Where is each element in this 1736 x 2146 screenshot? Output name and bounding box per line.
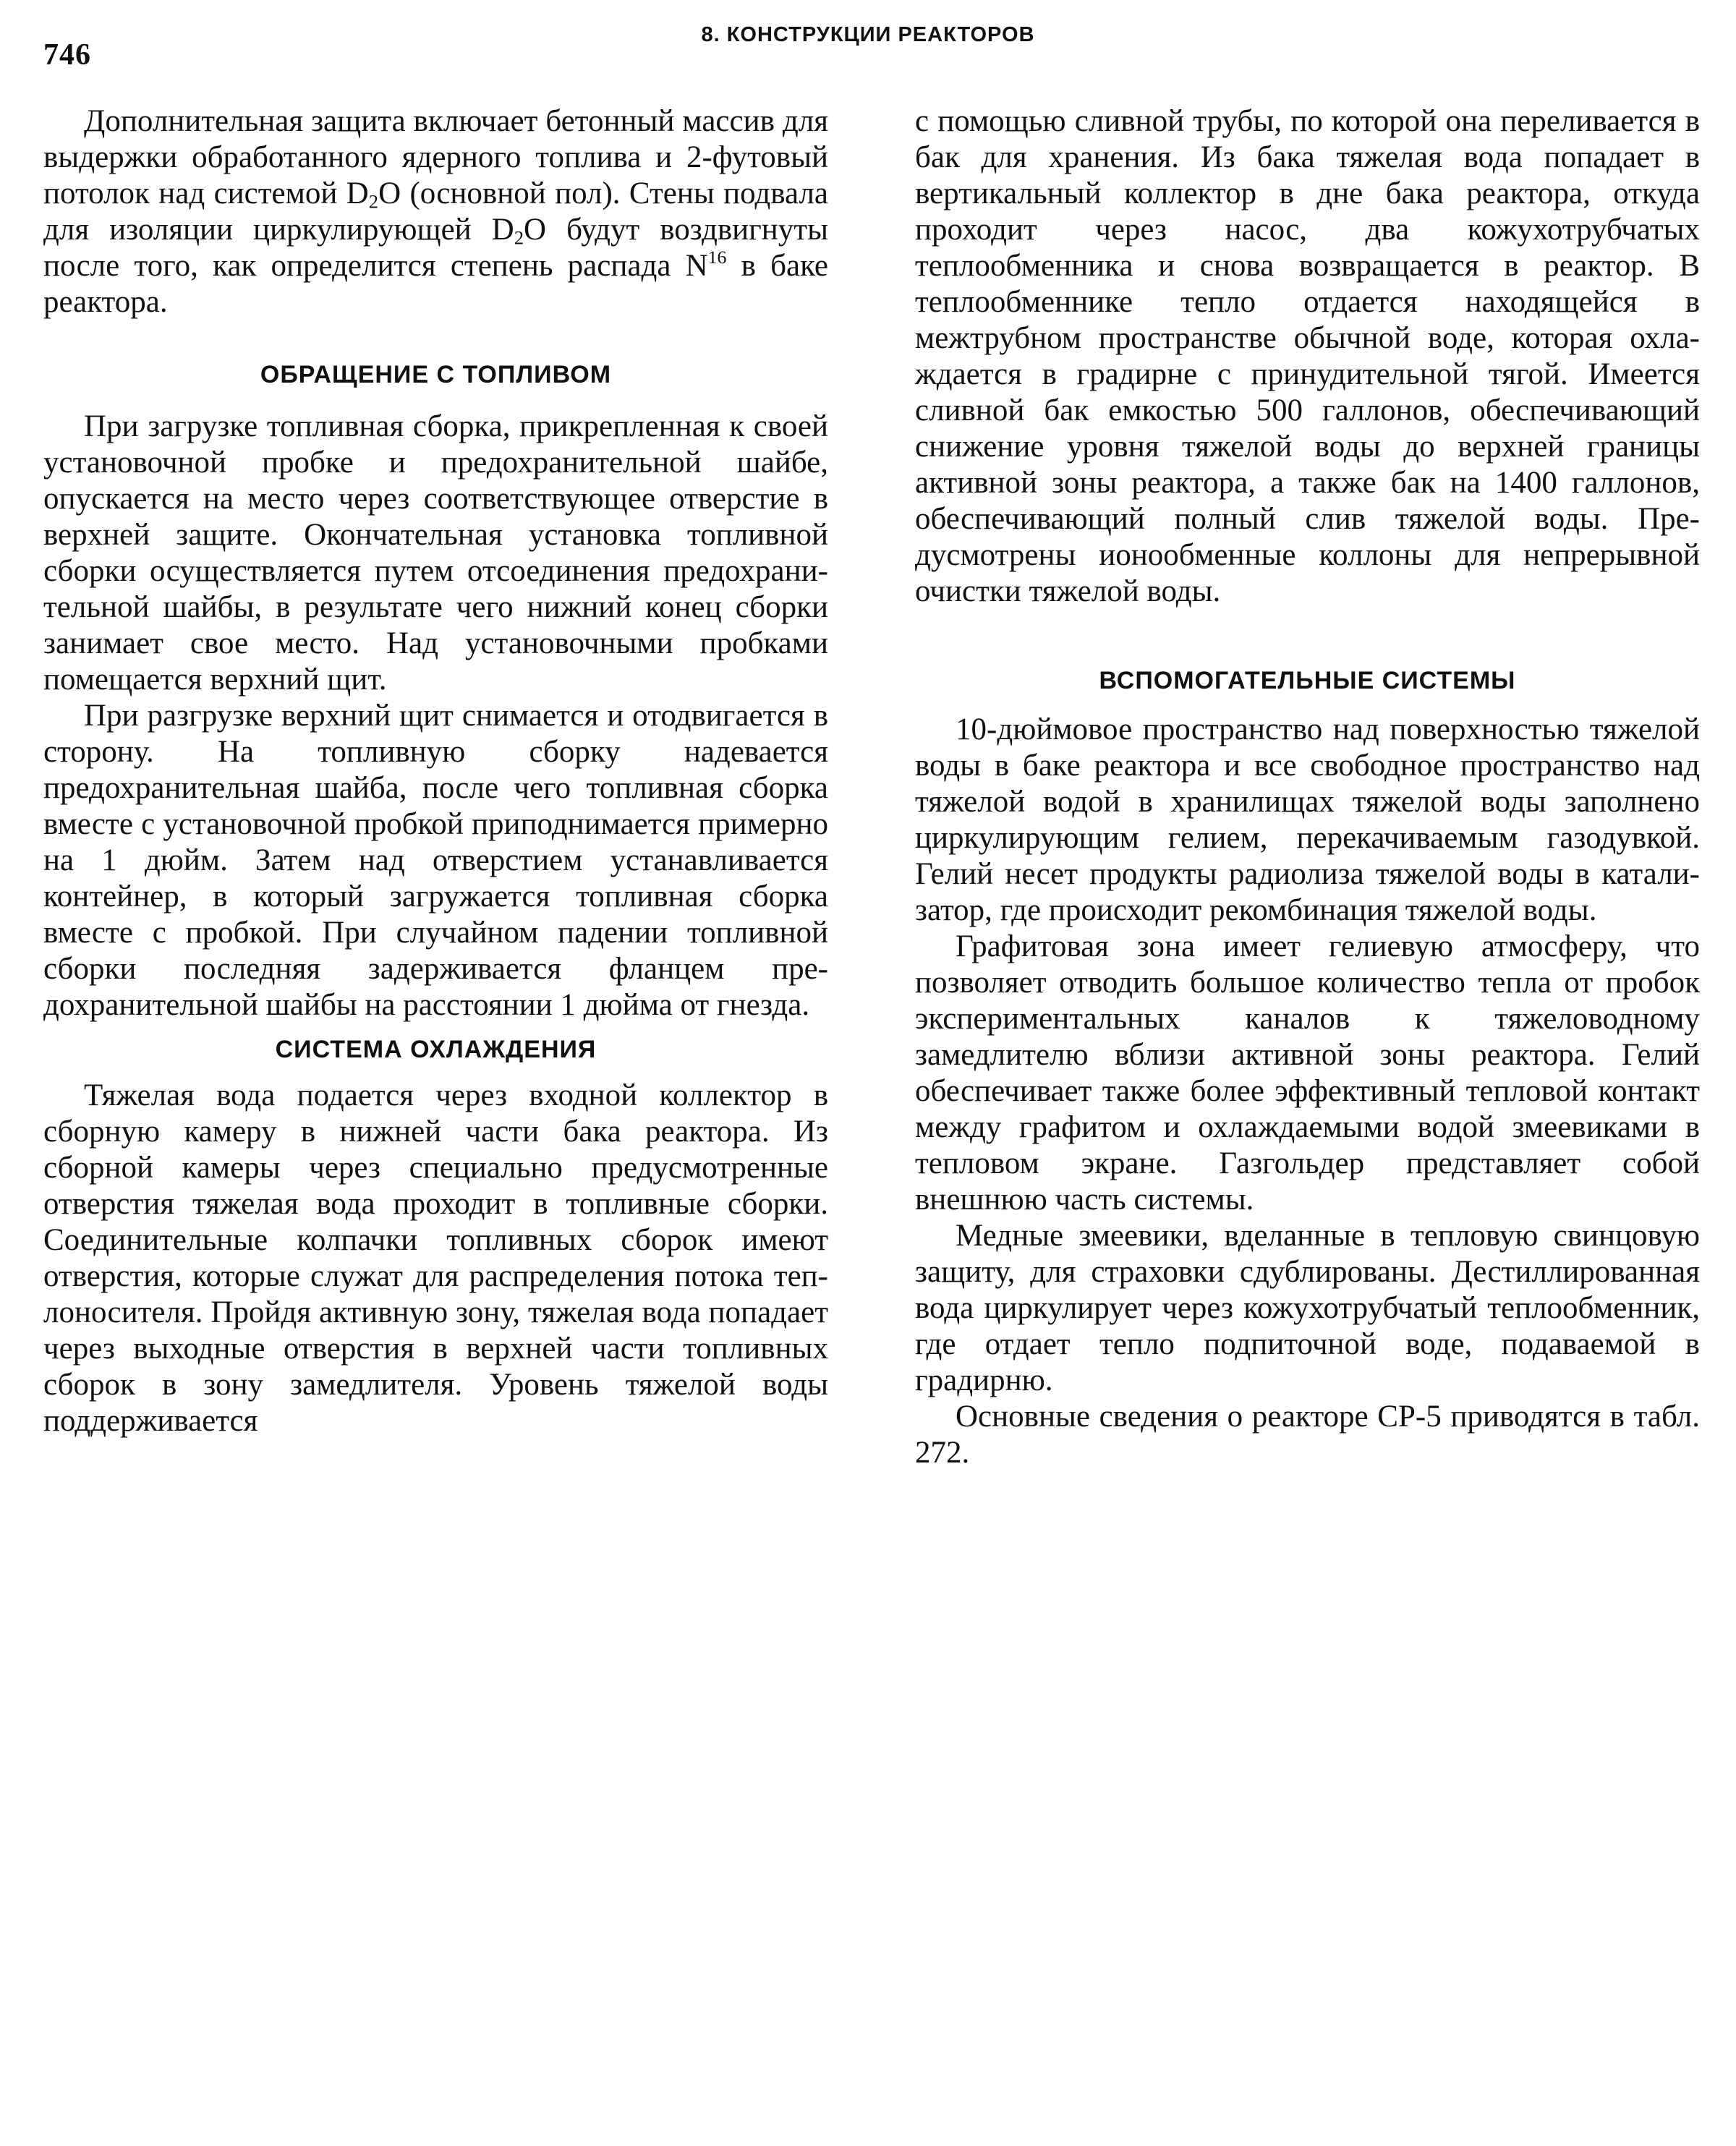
paragraph-copper-coils: Медные змеевики, вделанные в тепловую свинцовую защиту, для страховки сдублированы. Дестиллированная вода циркулирует через кожухотрубчатый теплообменник, где отдает тепло подпиточной воде, подаваемой в градирню. bbox=[915, 1219, 1700, 1397]
page-number: 746 bbox=[43, 38, 91, 72]
paragraph-additional-shielding: Дополнительная защита включает бетонный массив для выдержки обработанного ядерного топлива и 2-футовый потолок над системой $D_2O$ (основной пол). Стены подвала для изоляции циркулирующей $D_2O$ будут воздвигнуты после того, как определится степень распада $N^{16}$ в баке реактора. bbox=[43, 104, 828, 319]
left-column bbox=[43, 103, 828, 1439]
right-column bbox=[915, 103, 1700, 1471]
paragraph-graphite-zone: Графитовая зона имеет гелиевую атмосферу, что позволяет отводить большое количество тепла от пробок экспериментальных каналов к тяжеловодному замедлителю вблизи активной зоны реактора. Гелий обеспечивает также более эффективный тепловой контакт между графитом и охлаждаемыми водой змеевиками в тепловом экране. Газгольдер представляет собой внешнюю часть системы. bbox=[915, 929, 1700, 1217]
section-heading-auxiliary-systems: ВСПОМОГАТЕЛЬНЫЕ СИСТЕМЫ bbox=[1099, 667, 1516, 694]
paragraph-heavy-water-flow: Тяжелая вода подается через входной коллектор в сборную камеру в нижней части бака реактора. Из сборной камеры через специально предусмотренные отверстия тяжелая вода проходит в топливные сборки. Соединительные колпачки топливных сборок имеют отверстия, которые служат для распределения потока теплоносителя. Пройдя активную зону, тяжелая вода попадает через выходные отверстия в верхней части топливных сборок в зону замедлителя. Уровень тяжелой воды поддерживается bbox=[43, 1078, 828, 1438]
section-heading-fuel-handling: ОБРАЩЕНИЕ С ТОПЛИВОМ bbox=[260, 361, 612, 388]
running-head: 8. КОНСТРУКЦИИ РЕАКТОРОВ bbox=[701, 23, 1035, 46]
paragraph-drain-and-heat-exchange: с помощью сливной трубы, по которой она переливается в бак для хранения. Из бака тяжелая вода попадает в вертикальный коллектор в дне бака реактора, откуда проходит через насос, два кожухотрубчатых теплообменника и снова возвращается в реактор. В теплообменнике тепло отдается находящейся в межтрубном пространстве обычной воде, которая охлаждается в градирне с принудительной тягой. Имеется сливной бак емкостью 500 галлонов, обеспечивающий снижение уровня тяжелой воды до верхней границы активной зоны реактора, а также бак на 1400 галлонов, обеспечивающий полный слив тяжелой воды. Предусмотрены ионообменные коллоны для непрерывной очистки тяжелой воды. bbox=[915, 104, 1700, 608]
paragraph-fuel-unloading: При разгрузке верхний щит снимается и отодвигается в сторону. На топливную сборку надевается предохранительная шайба, после чего топливная сборка вместе с установочной пробкой приподнимается примерно на 1 дюйм. Затем над отверстием устанавливается контейнер, в который загружается топливная сборка вместе с пробкой. При случайном падении топливной сборки последняя задерживается фланцем предохранительной шайбы на расстоянии 1 дюйма от гнезда. bbox=[43, 699, 828, 1022]
paragraph-table-reference: Основные сведения о реакторе СР-5 приводятся в табл. 272. bbox=[915, 1400, 1700, 1470]
paragraph-fuel-loading: При загрузке топливная сборка, прикрепленная к своей установочной пробке и предохранительной шайбе, опускается на место через соответствующее отверстие в верхней защите. Окончательная установка топливной сборки осуществляется путем отсоединения предохранительной шайбы, в результате чего нижний конец сборки занимает свое место. Над установочными пробками помещается верхний щит. bbox=[43, 409, 828, 697]
section-heading-cooling-system: СИСТЕМА ОХЛАЖДЕНИЯ bbox=[275, 1036, 597, 1063]
paragraph-helium-space: 10-дюймовое пространство над поверхностью тяжелой воды в баке реактора и все свободное пространство над тяжелой водой в хранилищах тяжелой воды заполнено циркулирующим гелием, перекачиваемым газодувкой. Гелий несет продукты радиолиза тяжелой воды в катализатор, где происходит рекомбинация тяжелой воды. bbox=[915, 712, 1700, 927]
